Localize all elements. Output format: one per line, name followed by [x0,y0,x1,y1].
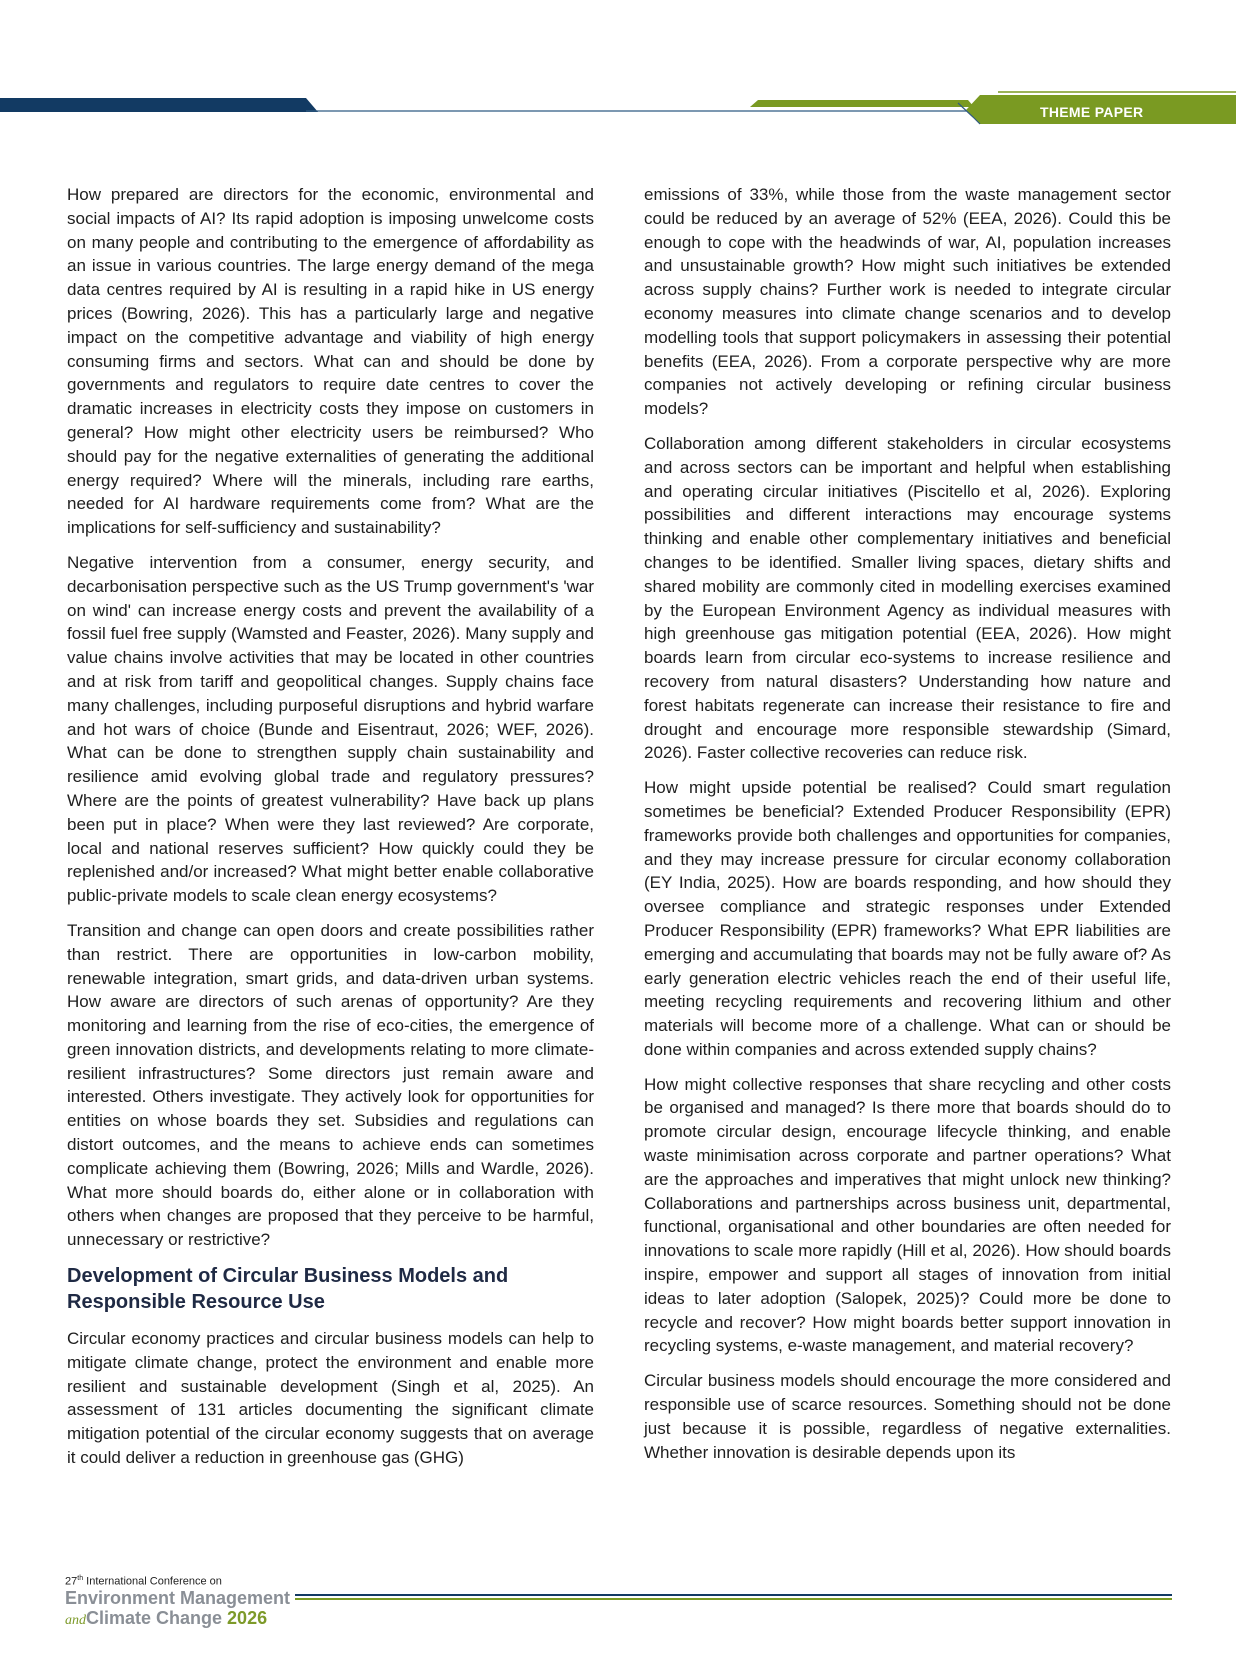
paragraph: Circular economy practices and circular business models can help to mitigate climate change, protect the environment and enable more resilient and sustainable development (Singh et al, 2025). An assessment of 131 articles documenting the significant climate mitigation potential of the circular economy suggests that on average it could deliver a reduction in greenhouse gas (GHG) [67,1329,594,1468]
paragraph: How prepared are directors for the economic, environmental and social impacts of AI? Its rapid adoption is imposing unwelcome costs on many people and contributing to the emergence of affordability as an issue in various countries. The large energy demand of the mega data centres required by AI is resulting in a rapid hike in US energy prices (Bowring, 2026). This has a particularly large and negative impact on the competitive advantage and viability of high energy consuming firms and sectors. What can and should be done by governments and regulators to require date centres to cover the dramatic increases in electricity costs they impose on customers in general? How might other electricity users be reimbursed? Who should pay for the negative externalities of generating the additional energy required? Where will the minerals, including rare earths, needed for AI hardware requirements come from? What are the implications for self-sufficiency and sustainability? [67,185,594,538]
paragraph: Circular business models should encourage the more considered and responsible use of scarce resources. Something should not be done just because it is possible, regardless of negative externalities. Whether innovation is desirable depends upon its [644,1371,1171,1462]
conference-title-line2 [65,1608,267,1629]
paragraph: How might upside potential be realised? Could smart regulation sometimes be beneficial? Extended Producer Responsibility (EPR) frameworks provide both challenges and opportunities for companies, and they may increase pressure for circular economy collaboration (EY India, 2025). How are boards responding, and how should they oversee compliance and strategic responses under Extended Producer Responsibility (EPR) frameworks? What EPR liabilities are emerging and accumulating that boards may not be fully aware of? As early generation electric vehicles reach the end of their useful life, meeting recycling requirements and recovering lithium and other materials will become more of a challenge. What can or should be done within companies and across extended supply chains? [644,778,1171,1059]
conference-ordinal-suffix: th [77,1575,84,1582]
page-header [0,0,1236,140]
conference-title-line1: Environment Management [65,1588,291,1608]
paragraph: Negative intervention from a consumer, energy security, and decarbonisation perspective such as the US Trump government's 'war on wind' can increase energy costs and prevent the availability of a fossil fuel free supply (Wamsted and Feaster, 2026). Many supply and value chains involve activities that may be located in other countries and at risk from tariff and geopolitical changes. Supply chains face many challenges, including purposeful disruptions and hybrid warfare and hot wars of choice (Bunde and Eisentraut, 2026; WEF, 2026). What can be done to strengthen supply chain sustainability and resilience amid evolving global trade and regulatory pressures? Where are the points of greatest vulnerability? Have back up plans been put in place? When were they last reviewed? Are corporate, local and national reserves sufficient? How quickly could they be replenished and/or increased? What might better enable collaborative public-private models to scale clean energy ecosystems? [67,552,594,906]
paragraph: Collaboration among different stakeholders in circular ecosystems and across sectors can be important and helpful when establishing and operating circular initiatives (Piscitello et al, 2026). Exploring possibilities and different interactions may encourage systems thinking and enable other complementary initiatives and beneficial changes to be identified. Smaller living spaces, dietary shifts and shared mobility are commonly cited in modelling exercises examined by the European Environment Agency as individual measures with high greenhouse gas mitigation potential (EEA, 2026). How might boards learn from circular eco-systems to increase resilience and recovery from natural disasters? Understanding how nature and forest habitats regenerate can increase their resistance to fire and drought and encourage more responsible stewardship (Simard, 2026). Faster collective recoveries can reduce risk. [644,433,1171,763]
paragraph: emissions of 33%, while those from the waste management sector could be reduced by an average of 52% (EEA, 2026). Could this be enough to cope with the headwinds of war, AI, population increases and unsustainable growth? How might such initiatives be extended across supply chains? Further work is needed to integrate circular economy measures into climate change scenarios and to develop modelling tools that support policymakers in assessing their potential benefits (EEA, 2026). From a corporate perspective why are more companies not actively developing or refining circular business models? [644,185,1171,419]
left-column [67,183,594,1481]
conference-climate: Climate Change [86,1608,223,1628]
conference-and: and [65,1613,86,1628]
section-label: THEME PAPER [1040,104,1144,120]
right-column [644,183,1171,1475]
paragraph: Transition and change can open doors and create possibilities rather than restrict. There are opportunities in low-carbon mobility, renewable integration, smart grids, and data-driven urban systems. How aware are directors of such arenas of opportunity? Are they monitoring and learning from the rise of eco-cities, the emergence of green innovation districts, and developments relating to more climate-resilient infrastructures? Some directors just remain aware and interested. Others investigate. They actively look for opportunities for entities on whose boards they set. Subsidies and regulations can distort outcomes, and the means to achieve ends can sometimes complicate achieving them (Bowring, 2026; Mills and Wardle, 2026). What more should boards do, either alone or in collaboration with others when changes are proposed that they perceive to be harmful, unnecessary or restrictive? [67,920,594,1250]
conference-year: 2026 [227,1608,268,1628]
paragraph: How might collective responses that share recycling and other costs be organised and managed? Is there more that boards should do to promote circular design, encourage lifecycle thinking, and enable waste minimisation across corporate and partner operations? What are the approaches and imperatives that might unlock new thinking? Collaborations and partnerships across business unit, departmental, functional, organisational and other boundaries are often needed for innovations to scale more rapidly (Hill et al, 2026). How should boards inspire, empower and support all stages of innovation from initial ideas to later adoption (Salopek, 2025)? Could more be done to recycle and recover? How might boards better support innovation in recycling systems, e-waste management, and material recovery? [644,1074,1171,1356]
page-footer [0,1568,1236,1667]
conference-ordinal: 27 [65,1575,78,1588]
section-heading: Development of Circular Business Models and Responsible Resource Use [67,1265,509,1314]
conference-line: International Conference on [86,1575,222,1588]
conference-label [65,1575,222,1588]
